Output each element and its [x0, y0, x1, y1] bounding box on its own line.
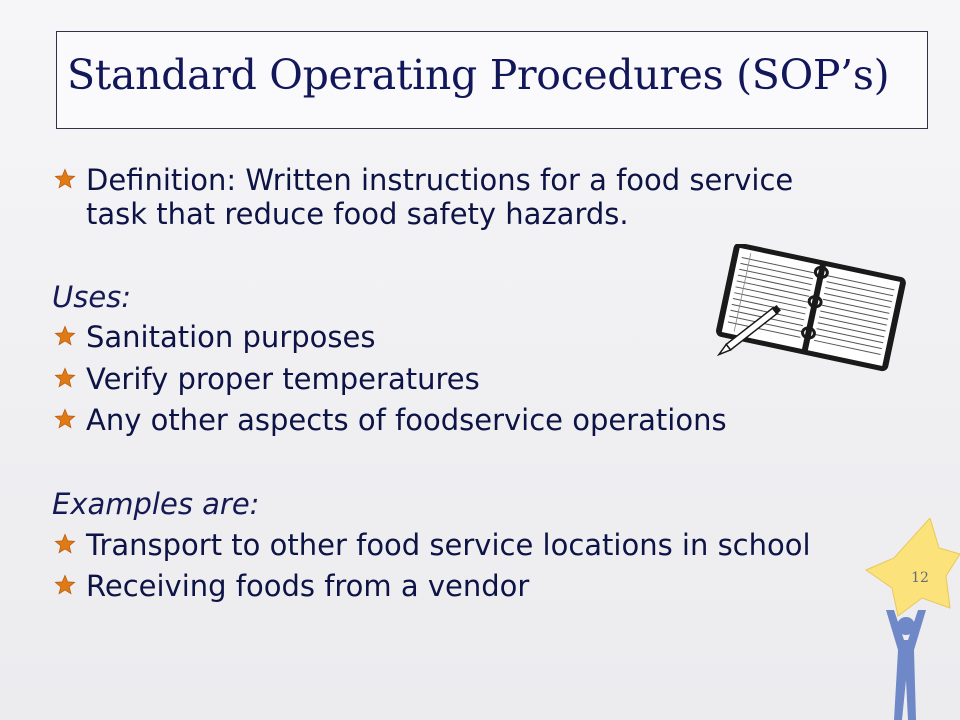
star-bullet-icon [54, 168, 76, 190]
star-bullet-icon [54, 408, 76, 430]
uses-item [54, 320, 375, 354]
star-person-icon [864, 518, 960, 720]
examples-heading: Examples are: [52, 487, 260, 521]
uses-item-text: Verify proper temperatures [86, 362, 480, 396]
uses-heading: Uses: [52, 280, 132, 314]
title-box [56, 31, 928, 129]
star-bullet-icon [54, 533, 76, 555]
uses-item [54, 403, 727, 437]
star-bullet-icon [54, 325, 76, 347]
star-bullet-icon [54, 367, 76, 389]
examples-item-text: Transport to other food service locations in school [86, 528, 811, 562]
examples-item-text: Receiving foods from a vendor [86, 569, 530, 603]
definition-bullet [54, 163, 856, 231]
uses-item [54, 362, 480, 396]
examples-item [54, 569, 529, 603]
notebook-pencil-icon [706, 244, 906, 378]
uses-item-text: Sanitation purposes [86, 320, 376, 354]
examples-item [54, 528, 811, 562]
slide-title: Standard Operating Procedures (SOP’s) [67, 51, 890, 99]
uses-item-text: Any other aspects of foodservice operations [86, 403, 727, 437]
definition-text: Definition: Written instructions for a food service task that reduce food safety hazards. [86, 163, 794, 231]
star-bullet-icon [54, 574, 76, 596]
page-number: 12 [911, 570, 929, 586]
